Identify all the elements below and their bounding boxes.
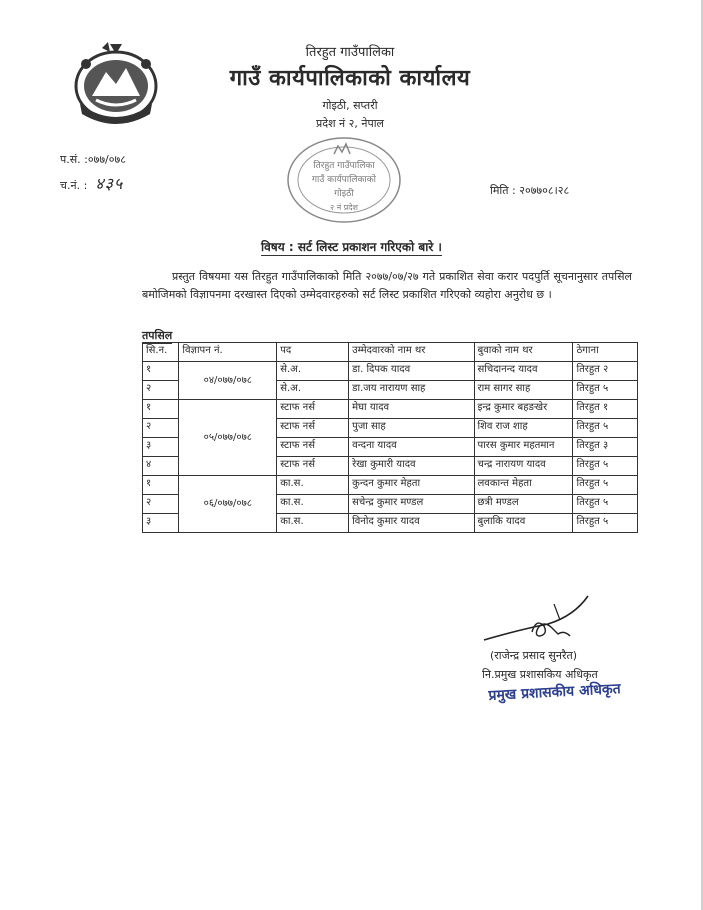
cell-address: तिरहुत ५	[573, 495, 638, 514]
cell-post: स्टाफ नर्स	[277, 419, 349, 438]
cell-post: का.स.	[277, 495, 349, 514]
header-cell-name: उम्मेदवारको नाम थर	[349, 343, 474, 362]
stamp-line-2: गाउँ कार्यपालिकाको	[311, 175, 377, 185]
stamp-line-3: गोइठी	[334, 189, 354, 199]
office-stamp	[280, 130, 408, 230]
cell-ad-number: ०६/०७७/०७८	[179, 476, 277, 533]
cell-name: वन्दना यादव	[349, 438, 474, 457]
nepal-emblem-logo	[66, 38, 166, 126]
cell-sn: ३	[143, 514, 179, 533]
cell-sn: ३	[143, 438, 179, 457]
cell-name: डा. दिपक यादव	[349, 362, 474, 381]
ps-value: ०७७/०७८	[87, 153, 126, 166]
cell-father: बुलाकि यादव	[474, 514, 573, 533]
cell-name: रेखा कुमारी यादव	[349, 457, 474, 476]
cell-sn: १	[143, 362, 179, 381]
stamp-line-1: तिरहुत गाउँपालिका	[313, 161, 375, 171]
cell-father: पारस कुमार महतमान	[474, 438, 573, 457]
date-value: २०७७०८।२८	[519, 184, 570, 197]
table-header-row	[143, 343, 638, 362]
cell-father: शिव राज शाह	[474, 419, 573, 438]
header-cell-post: पद	[277, 343, 349, 362]
cell-sn: २	[143, 495, 179, 514]
cell-father: राम सागर साह	[474, 381, 573, 400]
cell-name: सचेन्द्र कुमार मण्डल	[349, 495, 474, 514]
chn-value: ४३५	[95, 174, 124, 193]
header-cell-address: ठेगाना	[573, 343, 638, 362]
cell-name: पुजा साह	[349, 419, 474, 438]
header-cell-ad: विज्ञापन नं.	[179, 343, 277, 362]
body-paragraph	[142, 268, 632, 304]
stamp-line-4: २ नं प्रदेश	[330, 203, 358, 212]
handwritten-signature	[478, 590, 598, 650]
signatory-name: (राजेन्द्र प्रसाद सुनरैत)	[490, 649, 578, 662]
cell-post: से.अ.	[277, 362, 349, 381]
shortlist-table	[142, 342, 638, 533]
cell-father: सचिदानन्द यादव	[474, 362, 573, 381]
cell-father: लवकान्त मेहता	[474, 476, 573, 495]
chn-label: च.नं. :	[60, 179, 88, 192]
table-row	[143, 400, 638, 419]
designation-stamp: प्रमुख प्रशासकीय अधिकृत	[488, 681, 622, 704]
cell-father: छत्री मण्डल	[474, 495, 573, 514]
office-province: प्रदेश नं २, नेपाल	[315, 117, 385, 130]
cell-father: इन्द्र कुमार बहङखेर	[474, 400, 573, 419]
cell-post: का.स.	[277, 514, 349, 533]
cell-ad-number: ०४/०७७/०७८	[179, 362, 277, 400]
cell-address: तिरहुत ५	[573, 419, 638, 438]
cell-address: तिरहुत २	[573, 362, 638, 381]
office-title: गाउँ कार्यपालिकाको कार्यालय	[229, 66, 471, 91]
body-text: प्रस्तुत विषयमा यस तिरहुत गाउँपालिकाको मिति २०७७/०७/२७ गते प्रकाशित सेवा करार पदपुर्ति सूचनानुसार तपसिल बमोजिमको विज्ञापनमा दरखास्त दिएको उम्मेदवारहरुको सर्ट लिस्ट प्रकाशित गरिएको व्यहोरा अनुरोध छ ।	[142, 270, 632, 301]
cell-name: डा.जय नारायण साह	[349, 381, 474, 400]
subject-text: विषय : सर्ट लिस्ट प्रकाशन गरिएको बारे ।	[261, 240, 442, 254]
cell-name: मेघा यादव	[349, 400, 474, 419]
cell-address: तिरहुत ५	[573, 476, 638, 495]
cell-post: स्टाफ नर्स	[277, 438, 349, 457]
cell-address: तिरहुत ३	[573, 438, 638, 457]
cell-father: चन्द्र नारायण यादव	[474, 457, 573, 476]
cell-address: तिरहुत १	[573, 400, 638, 419]
municipality-name: तिरहुत गाउँपालिका	[305, 45, 395, 60]
cell-post: से.अ.	[277, 381, 349, 400]
signatory-designation: नि.प्रमुख प्रशासकिय अधिकृत	[482, 668, 598, 681]
cell-sn: २	[143, 419, 179, 438]
cell-post: स्टाफ नर्स	[277, 400, 349, 419]
ps-label: प.सं. :	[60, 153, 88, 166]
reference-ps	[60, 152, 126, 167]
date-label: मिति :	[490, 184, 516, 197]
table-row	[143, 476, 638, 495]
cell-post: स्टाफ नर्स	[277, 457, 349, 476]
office-address: गोइठी, सप्तरी	[322, 99, 378, 112]
cell-sn: १	[143, 400, 179, 419]
header-cell-father: बुवाको नाम थर	[474, 343, 573, 362]
cell-sn: १	[143, 476, 179, 495]
cell-post: का.स.	[277, 476, 349, 495]
table-row	[143, 362, 638, 381]
cell-ad-number: ०५/०७७/०७८	[179, 400, 277, 476]
subject-line	[0, 238, 703, 255]
cell-address: तिरहुत ५	[573, 514, 638, 533]
header-cell-sn: सि.न.	[143, 343, 179, 362]
cell-name: विनोद कुमार यादव	[349, 514, 474, 533]
reference-chn	[60, 172, 123, 194]
cell-address: तिरहुत ५	[573, 381, 638, 400]
tapasil-heading: तपसिल	[142, 329, 173, 342]
cell-address: तिरहुत ५	[573, 457, 638, 476]
letter-date	[490, 183, 569, 198]
cell-name: कुन्दन कुमार मेहता	[349, 476, 474, 495]
cell-sn: २	[143, 381, 179, 400]
cell-sn: ४	[143, 457, 179, 476]
